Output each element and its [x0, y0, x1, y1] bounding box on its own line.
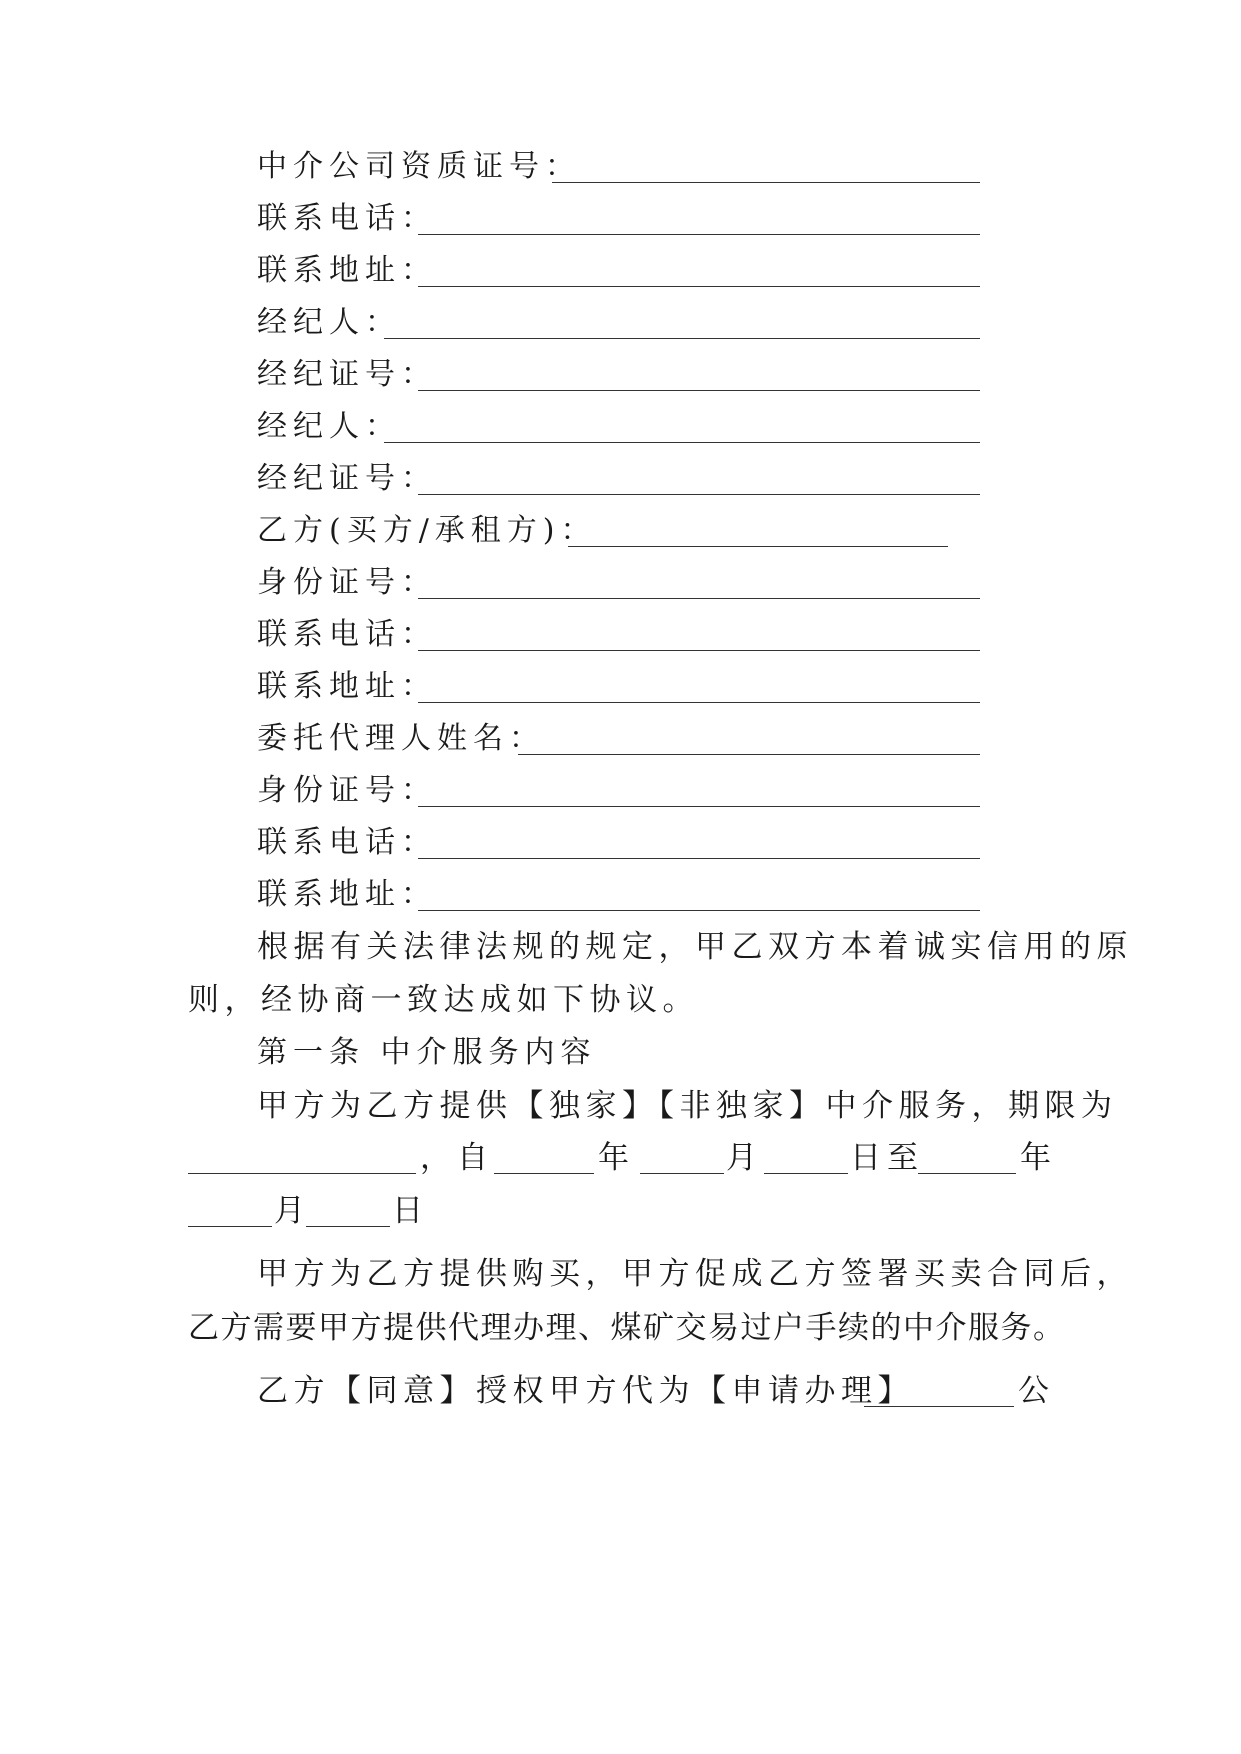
field-label: 联系地址： — [257, 877, 437, 912]
field-row-address — [0, 246, 1241, 296]
blank-line — [418, 650, 980, 651]
blank-line — [418, 494, 980, 495]
field-label: 联系电话： — [257, 201, 437, 236]
blank-line — [418, 806, 980, 807]
blank-day-2 — [306, 1226, 390, 1227]
field-row-phone-b — [0, 610, 1241, 660]
field-label: 联系电话： — [257, 617, 437, 652]
blank-line — [418, 390, 980, 391]
field-row-proxy-address — [0, 870, 1241, 920]
paragraph-text: 则，经协商一致达成如下协议。 — [188, 982, 699, 1018]
blank-period — [188, 1173, 416, 1174]
blank-line — [568, 546, 948, 547]
paragraph-text: 乙方【同意】授权甲方代为【申请办理】 — [257, 1373, 914, 1409]
blank-line — [418, 858, 980, 859]
field-label: 委托代理人姓名： — [257, 721, 545, 756]
paragraph-text-tail: 公 — [1018, 1373, 1055, 1409]
blank-line — [418, 286, 980, 287]
field-label: 联系地址： — [257, 669, 437, 704]
field-row-proxy-phone — [0, 818, 1241, 868]
intro-line-2 — [0, 975, 1241, 1025]
field-row-proxy-id — [0, 766, 1241, 816]
field-label: 中介公司资质证号： — [257, 149, 581, 184]
blank-line — [552, 182, 980, 183]
blank-line — [518, 754, 980, 755]
article-para1-line3 — [0, 1186, 1241, 1236]
paragraph-text: 甲方为乙方提供【独家】【非独家】中介服务，期限为 — [257, 1088, 1118, 1124]
blank-line — [418, 598, 980, 599]
day-label-2: 日 — [392, 1193, 429, 1229]
article-para1-line2 — [0, 1133, 1241, 1183]
blank-year — [494, 1173, 594, 1174]
paragraph-text: 甲方为乙方提供购买，甲方促成乙方签署买卖合同后， — [257, 1256, 1133, 1292]
field-label: 身份证号： — [257, 565, 437, 600]
article-para1-line1 — [0, 1081, 1241, 1131]
field-label: 经纪人： — [257, 305, 401, 340]
field-label: 经纪证号： — [257, 357, 437, 392]
article-para2-line1 — [0, 1249, 1241, 1299]
blank-line — [384, 338, 980, 339]
field-row-phone — [0, 194, 1241, 244]
blank-year-2 — [918, 1173, 1016, 1174]
field-row-party-b — [0, 506, 1241, 556]
field-label: 身份证号： — [257, 773, 437, 808]
month-label: 月 — [726, 1140, 763, 1176]
blank-line — [418, 910, 980, 911]
paragraph-text: 乙方需要甲方提供代理办理、煤矿交易过户手续的中介服务。 — [188, 1310, 1066, 1346]
field-label: 联系电话： — [257, 825, 437, 860]
field-row-agent-license — [0, 350, 1241, 400]
field-label: 经纪证号： — [257, 461, 437, 496]
article-para3-line1 — [0, 1366, 1241, 1416]
blank-line — [418, 234, 980, 235]
blank-line — [418, 702, 980, 703]
intro-line-1 — [0, 922, 1241, 972]
field-row-agent-2 — [0, 402, 1241, 452]
paragraph-text: 根据有关法律法规的规定，甲乙双方本着诚实信用的原 — [257, 929, 1133, 965]
blank-day — [764, 1173, 848, 1174]
field-row-id-number — [0, 558, 1241, 608]
field-row-proxy-name — [0, 714, 1241, 764]
year-label: 年 — [598, 1140, 635, 1176]
blank-company — [864, 1406, 1014, 1407]
section-heading: 第一条 中介服务内容 — [257, 1035, 597, 1070]
field-row-address-b — [0, 662, 1241, 712]
year-label-2: 年 — [1020, 1140, 1057, 1176]
article-heading — [0, 1028, 1241, 1078]
field-label: 经纪人： — [257, 409, 401, 444]
blank-month-2 — [188, 1226, 272, 1227]
field-row-agent-license-2 — [0, 454, 1241, 504]
blank-line — [384, 442, 980, 443]
field-label: 联系地址： — [257, 253, 437, 288]
blank-month — [640, 1173, 724, 1174]
field-label: 乙方(买方/承租方)： — [257, 513, 597, 548]
from-label: ，自 — [420, 1140, 494, 1176]
field-row-qualification — [0, 142, 1241, 192]
article-para2-line2 — [0, 1303, 1241, 1353]
to-label: 日至 — [850, 1140, 924, 1176]
month-label-2: 月 — [274, 1193, 311, 1229]
field-row-agent — [0, 298, 1241, 348]
